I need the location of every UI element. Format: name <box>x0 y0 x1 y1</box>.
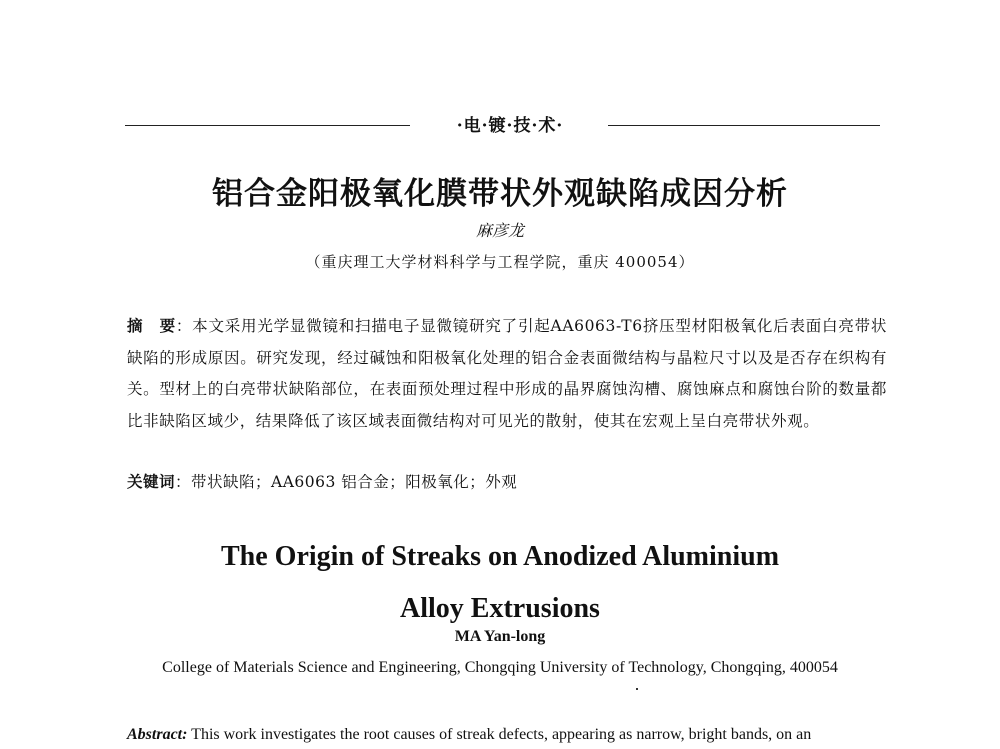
paper-title-en <box>0 531 1000 635</box>
paper-title-en-line2: Alloy Extrusions <box>400 593 600 624</box>
keywords-cn-label: 关键词 <box>127 473 176 491</box>
abstract-cn-text: ：本文采用光学显微镜和扫描电子显微镜研究了引起AA6063-T6挤压型材阳极氧化后表面白亮带状缺陷的形成原因。研究发现，经过碱蚀和阳极氧化处理的铝合金表面微结构与晶粒尺寸以及是否存在织构有关。型材上的白亮带状缺陷部位，在表面预处理过程中形成的晶界腐蚀沟槽、腐蚀麻点和腐蚀台阶的数量都比非缺陷区域少，结果降低了该区域表面微结构对可见光的散射，使其在宏观上呈白亮带状外观。 <box>127 317 887 430</box>
author-en: MA Yan-long <box>454 628 546 645</box>
keywords-cn <box>127 470 887 492</box>
author-cn: 麻彦龙 <box>475 221 524 240</box>
section-title: ·电·镀·技·术· <box>456 116 564 136</box>
abstract-en-text: This work investigates the root causes of streak defects, appearing as narrow, bright bands, on an <box>187 726 812 743</box>
keywords-cn-text: ：带状缺陷；AA6063 铝合金；阳极氧化；外观 <box>175 473 518 491</box>
header-rule-right <box>608 125 880 126</box>
affiliation-en: College of Materials Science and Engineering, Chongqing University of Technology, Chongqing, 400054 <box>162 659 838 676</box>
stray-dot <box>636 688 638 690</box>
paper-title-cn: 铝合金阳极氧化膜带状外观缺陷成因分析 <box>212 176 788 212</box>
abstract-cn <box>127 311 887 437</box>
abstract-en-label: Abstract: <box>127 726 188 743</box>
header-rule-left <box>125 125 410 126</box>
paper-title-en-line1: The Origin of Streaks on Anodized Aluminium <box>220 541 780 572</box>
abstract-cn-label: 摘 要 <box>127 317 176 335</box>
abstract-en <box>127 721 897 749</box>
affiliation-cn: （重庆理工大学材料科学与工程学院，重庆 400054） <box>305 253 695 271</box>
